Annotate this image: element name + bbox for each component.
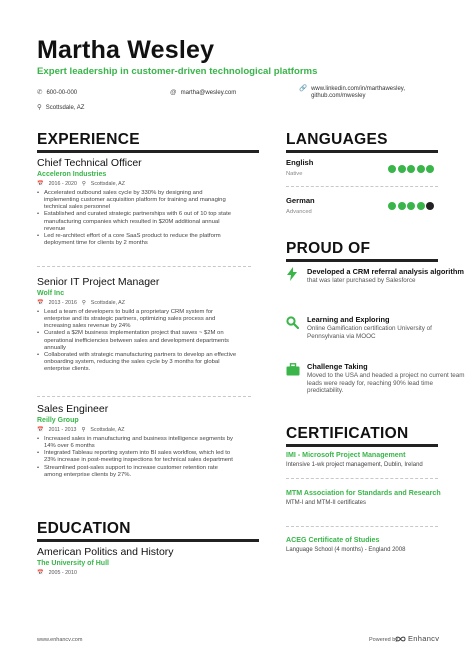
divider [286, 478, 438, 479]
github-link[interactable]: github.com/mwesley [311, 93, 366, 99]
job-entry [37, 157, 237, 247]
cert-title: IMI - Microsoft Project Management [286, 451, 406, 459]
job-bullets [37, 190, 237, 247]
languages-rule [286, 150, 438, 153]
candidate-tagline: Expert leadership in customer-driven technological platforms [37, 66, 318, 77]
job-meta [37, 181, 237, 187]
language-level: Native [286, 171, 303, 177]
divider [286, 526, 438, 527]
location-pin-icon: ⚲ [37, 104, 42, 111]
cert-entry [286, 536, 456, 553]
proud-title: Learning and Exploring [307, 315, 390, 324]
languages-heading: LANGUAGES [286, 131, 388, 148]
email-text: martha@wesley.com [180, 90, 237, 96]
job-meta [37, 300, 237, 306]
footer-website[interactable]: www.enhancv.com [37, 637, 83, 643]
rating-dot [417, 202, 425, 210]
job-location: Scottsdale, AZ [90, 427, 125, 433]
certification-heading: CERTIFICATION [286, 425, 409, 442]
job-bullet: • Lead a team of developers to build a proprietary CRM system for enterprise and its strategic partners, optimizing sales process and increasing sales revenue by 24% [37, 309, 237, 330]
rating-dot [426, 202, 434, 210]
cert-title: ACEG Certificate of Studies [286, 536, 380, 544]
job-bullet: • Curated a $2M business implementation project that saves ~ $2M on operational inefficiencies between sales and development departments annually [37, 330, 237, 351]
lightning-icon [286, 267, 298, 286]
job-company: Acceleron Industries [37, 171, 107, 178]
enhancv-logo-icon [395, 635, 406, 643]
job-location: Scottsdale, AZ [90, 181, 125, 187]
language-level: Advanced [286, 209, 312, 215]
job-bullet: • Led re-architect effort of a core SaaS product to reduce the platform deployment time for clients by 2 months [37, 233, 237, 247]
rating-dot [388, 165, 396, 173]
email-contact [170, 90, 236, 97]
footer-brand[interactable] [395, 634, 439, 643]
rating-dot [398, 202, 406, 210]
location-contact [37, 105, 84, 112]
proud-of-heading: PROUD OF [286, 240, 371, 257]
certification-rule [286, 444, 438, 447]
divider [286, 186, 438, 187]
footer-powered-by: Powered by [369, 637, 399, 643]
rating-dot [417, 165, 425, 173]
education-meta [37, 570, 174, 576]
phone-icon: ✆ [37, 89, 43, 96]
education-entry [37, 546, 174, 576]
proud-entry [307, 315, 467, 340]
cert-desc: MTM-I and MTM-II certificates [286, 500, 367, 506]
cert-title: MTM Association for Standards and Research [286, 489, 441, 497]
job-location: Scottsdale, AZ [90, 300, 125, 306]
rating-dot [407, 165, 415, 173]
proud-desc: that was later purchased by Salesforce [307, 277, 416, 284]
language-name: English [286, 158, 314, 167]
school-name: The University of Hull [37, 560, 109, 567]
job-bullet: • Streamlined post-sales support to increase customer retention rate among enterprise clients by 27%. [37, 465, 237, 479]
phone-contact [37, 90, 77, 97]
cert-desc: Intensive 1-wk project management, Dublin, Ireland [286, 462, 423, 468]
language-entry [286, 158, 313, 177]
calendar-icon: 📅 [37, 181, 44, 187]
magnifier-icon [286, 316, 299, 334]
cert-desc: Language School (4 months) - England 2008 [286, 547, 406, 553]
link-icon: 🔗 [299, 85, 308, 92]
job-title: Chief Technical Officer [37, 157, 142, 169]
divider [37, 266, 251, 267]
rating-dot [398, 165, 406, 173]
location-pin-icon: ⚲ [81, 300, 86, 306]
calendar-icon: 📅 [37, 300, 44, 306]
rating-dot [426, 165, 434, 173]
job-bullet: • Increased sales in manufacturing and business intelligence segments by 14% over 6 months [37, 436, 237, 450]
degree-title: American Politics and History [37, 546, 174, 558]
language-name: German [286, 196, 315, 205]
experience-heading: EXPERIENCE [37, 131, 140, 148]
job-dates: 2011 - 2013 [48, 427, 77, 433]
proud-entry [307, 267, 467, 285]
briefcase-icon [286, 363, 300, 381]
candidate-name: Martha Wesley [37, 36, 215, 64]
proud-title: Challenge Taking [307, 362, 368, 371]
proud-desc: Moved to the USA and headed a project no current team leads were ready for, reaching 90% lead time predictability. [307, 372, 465, 395]
language-rating [388, 165, 434, 173]
location-text: Scottsdale, AZ [45, 105, 85, 111]
linkedin-link[interactable]: www.linkedin.com/in/marthawesley, [311, 86, 406, 92]
calendar-icon: 📅 [37, 570, 44, 576]
phone-text: 600-00-000 [46, 90, 78, 96]
cert-entry [286, 489, 456, 506]
language-rating [388, 202, 434, 210]
divider [37, 396, 251, 397]
rating-dot [388, 202, 396, 210]
job-meta [37, 427, 237, 433]
links-contact [299, 86, 405, 100]
experience-rule [37, 150, 259, 153]
calendar-icon: 📅 [37, 427, 44, 433]
job-company: Reilly Group [37, 417, 79, 424]
job-bullet: • Integrated Tableau reporting system into BI sales workflow, which led to 23% increase in post-meeting inspections for technical sales department [37, 450, 237, 464]
job-entry [37, 276, 237, 373]
job-bullet: • Accelerated outbound sales cycle by 330% by designing and implementing customer acquisition platform for training and managing technical sales personnel [37, 190, 237, 211]
proud-desc: Online Gamification certification University of Pennsylvania via MOOC [307, 325, 432, 340]
location-pin-icon: ⚲ [81, 181, 86, 187]
job-company: Wolf Inc [37, 290, 65, 297]
education-dates: 2005 - 2010 [48, 570, 77, 576]
language-entry [286, 196, 315, 215]
job-bullets [37, 309, 237, 373]
education-heading: EDUCATION [37, 520, 131, 537]
job-dates: 2016 - 2020 [48, 181, 77, 187]
job-title: Senior IT Project Manager [37, 276, 160, 288]
proud-of-rule [286, 259, 438, 262]
proud-title: Developed a CRM referral analysis algorithm [307, 267, 464, 276]
at-icon: @ [170, 89, 177, 96]
job-bullets [37, 436, 237, 479]
proud-entry [307, 362, 467, 395]
job-bullet: • Established and curated strategic partnerships with 6 out of 10 top state manufacturing companies which resulted in $20M additional annual revenue [37, 211, 237, 232]
education-rule [37, 539, 259, 542]
job-title: Sales Engineer [37, 403, 109, 415]
job-bullet: • Collaborated with strategic manufacturing partners to develop an effective onboarding system, reducing the sales cycle by 3 months for global enterprise clients. [37, 352, 237, 373]
footer-brand-name: Enhancv [408, 634, 440, 643]
job-dates: 2013 - 2016 [48, 300, 77, 306]
cert-entry [286, 451, 456, 468]
job-entry [37, 403, 237, 479]
rating-dot [407, 202, 415, 210]
location-pin-icon: ⚲ [81, 427, 86, 433]
